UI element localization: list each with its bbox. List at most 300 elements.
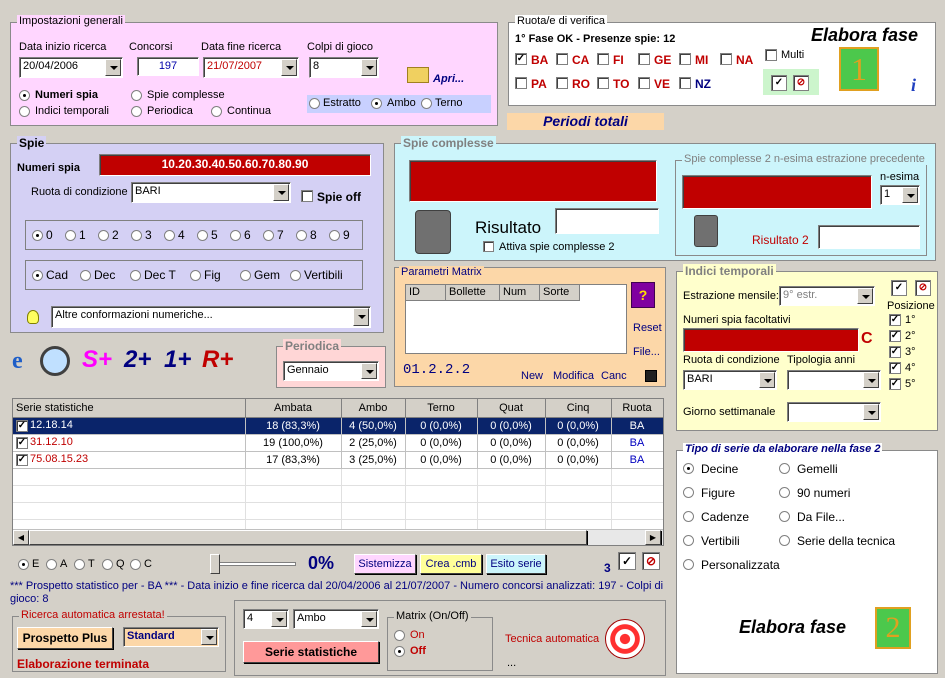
table-row-empty xyxy=(13,485,663,502)
chevron-down-icon[interactable] xyxy=(281,59,297,76)
opt-spie-complesse: Spie complesse xyxy=(147,89,225,101)
save-icon[interactable] xyxy=(645,370,657,382)
spie-off-checkbox[interactable] xyxy=(301,190,313,202)
radio-digit-1[interactable] xyxy=(65,230,76,241)
position-checkbox-4[interactable]: ✓ xyxy=(890,362,900,373)
r-plus-button[interactable]: R+ xyxy=(202,346,234,373)
radio-tipo-left-4[interactable] xyxy=(683,559,694,570)
table-row[interactable] xyxy=(13,417,663,434)
elabora-fase-1-label: Elabora fase xyxy=(811,25,919,45)
radio-numeri-spia[interactable] xyxy=(19,90,30,101)
nesima-label: n-esima xyxy=(880,171,920,183)
matrix-col-num: Num xyxy=(500,285,540,301)
multi-checkbox[interactable] xyxy=(765,49,777,61)
radio-tipo-right-3[interactable] xyxy=(779,535,790,546)
end-date-field[interactable]: 21/07/2007 xyxy=(203,57,299,78)
pda-2-icon xyxy=(694,215,718,247)
radio-type-4[interactable] xyxy=(240,270,251,281)
num-select[interactable]: 4 xyxy=(243,609,289,629)
wheel-checkbox-nz[interactable] xyxy=(679,77,691,89)
tecnica-label: Tecnica automatica xyxy=(505,633,600,645)
check-icon[interactable]: ✓ xyxy=(771,75,787,91)
radio-tipo-right-0[interactable] xyxy=(779,463,790,474)
cancel-icon[interactable]: ⊘ xyxy=(793,75,809,91)
two-plus-button[interactable]: 2+ xyxy=(124,346,152,373)
wheel-label-pa: PA xyxy=(531,77,547,91)
chevron-down-icon[interactable] xyxy=(201,629,217,645)
row-checkbox[interactable]: ✓ xyxy=(17,436,27,448)
table-cell: 0 (0,0%) xyxy=(545,451,611,468)
digit-label-7: 7 xyxy=(277,228,284,242)
sistemizza-button[interactable]: Sistemizza xyxy=(354,554,416,574)
radio-on[interactable] xyxy=(394,630,405,641)
estrazione-select[interactable]: 9° estr. xyxy=(779,286,875,306)
periodi-totali-label: Periodi totali xyxy=(507,113,664,130)
attiva-checkbox[interactable] xyxy=(483,241,494,252)
types-radio-group xyxy=(25,260,363,290)
row-serie: 12.18.14 xyxy=(30,419,73,432)
ruota-cond-select[interactable]: BARI xyxy=(131,182,291,203)
spie-title: Spie xyxy=(19,136,45,150)
table-cell: 0 (0,0%) xyxy=(405,417,477,434)
ricerca-title: Ricerca automatica arrestata! xyxy=(21,609,165,621)
row-checkbox[interactable]: ✓ xyxy=(17,419,27,431)
tipo-left-label-0: Decine xyxy=(701,462,739,476)
table-cell xyxy=(13,434,245,451)
wheel-checkbox-ve[interactable] xyxy=(638,77,650,89)
row-serie: 31.12.10 xyxy=(30,436,73,449)
tipo-left-label-1: Figure xyxy=(701,486,736,500)
position-label-5: 5° xyxy=(905,378,916,390)
position-checkbox-1[interactable]: ✓ xyxy=(890,314,900,325)
table-cell: 19 (100,0%) xyxy=(245,434,341,451)
standard-select[interactable]: Standard xyxy=(123,627,219,647)
digit-label-2: 2 xyxy=(112,228,119,242)
table-cell: 0 (0,0%) xyxy=(477,434,545,451)
spie-complesse-panel xyxy=(394,136,936,261)
chevron-down-icon[interactable] xyxy=(271,611,287,627)
position-label-3: 3° xyxy=(905,346,916,358)
ruota-title: Ruota/e di verifica xyxy=(517,15,606,27)
numeri-fac-field[interactable] xyxy=(683,328,859,352)
table-cell: 0 (0,0%) xyxy=(477,417,545,434)
radio-indici[interactable] xyxy=(19,106,30,117)
tipo-title: Tipo di serie da elaborare nella fase 2 xyxy=(685,443,881,455)
radio-type-2[interactable] xyxy=(130,270,141,281)
s-plus-button[interactable]: S+ xyxy=(82,346,113,373)
table-cell-empty xyxy=(341,502,405,519)
radio-sorte-e[interactable] xyxy=(18,559,29,570)
start-date-field[interactable]: 20/04/2006 xyxy=(19,57,123,78)
tipologia-label: Tipologia anni xyxy=(787,354,856,366)
chevron-down-icon[interactable] xyxy=(857,288,873,304)
stats-col-3: Terno xyxy=(405,399,477,417)
percent-label: 0% xyxy=(308,553,335,573)
scroll-right-icon[interactable]: ▶ xyxy=(645,530,661,545)
sorte-select[interactable]: Ambo xyxy=(293,609,379,629)
wheel-label-mi: MI xyxy=(695,53,709,67)
radio-tipo-right-2[interactable] xyxy=(779,511,790,522)
dots-label: ... xyxy=(507,657,517,669)
table-cell-empty xyxy=(545,502,611,519)
row-serie: 75.08.15.23 xyxy=(30,453,89,466)
elabora-fase-2-label: Elabora fase xyxy=(739,617,847,637)
table-cell-empty xyxy=(545,468,611,485)
giorno-select[interactable] xyxy=(787,402,881,422)
table-cell: 0 (0,0%) xyxy=(545,434,611,451)
table-cell-empty xyxy=(611,502,663,519)
table-cell: BA xyxy=(611,434,663,451)
wheel-label-ca: CA xyxy=(572,53,590,67)
wheel-label-ro: RO xyxy=(572,77,590,91)
sorte-label-e: E xyxy=(32,558,40,570)
radio-estratto[interactable] xyxy=(309,98,320,109)
radio-digit-5[interactable] xyxy=(197,230,208,241)
opt-periodica: Periodica xyxy=(147,105,193,117)
type-label-2: Dec T xyxy=(144,268,176,282)
matrix-canc-link[interactable]: Canc xyxy=(601,370,627,382)
ruota-cond-label: Ruota di condizione xyxy=(31,186,128,198)
tipo-left-label-4: Personalizzata xyxy=(701,558,780,572)
risultato-2-field[interactable] xyxy=(818,225,920,249)
radio-type-1[interactable] xyxy=(80,270,91,281)
matrix-header xyxy=(406,285,626,301)
risultato-label: Risultato xyxy=(475,218,542,237)
matrix-onoff-title: Matrix (On/Off) xyxy=(396,610,469,622)
tipo-right-label-3: Serie della tecnica xyxy=(797,534,896,548)
row-checkbox[interactable]: ✓ xyxy=(17,453,27,465)
digit-label-8: 8 xyxy=(310,228,317,242)
chevron-down-icon[interactable] xyxy=(863,404,879,420)
attiva-label: Attiva spie complesse 2 xyxy=(499,241,615,253)
table-row[interactable] xyxy=(13,451,663,468)
table-cell-empty xyxy=(477,502,545,519)
end-date-label: Data fine ricerca xyxy=(201,41,282,53)
stats-table[interactable] xyxy=(12,398,664,546)
general-settings-panel xyxy=(10,15,498,126)
table-cell-empty xyxy=(545,485,611,502)
elabora-fase-1-button[interactable]: 1 xyxy=(839,47,879,91)
crea-cmb-button[interactable]: Crea .cmb xyxy=(420,554,482,574)
open-button[interactable]: Apri... xyxy=(433,73,465,85)
ruota-cond-2-select[interactable]: BARI xyxy=(683,370,777,390)
table-cell-empty xyxy=(245,502,341,519)
radio-tipo-right-1[interactable] xyxy=(779,487,790,498)
table-cell-empty xyxy=(13,502,245,519)
radio-periodica[interactable] xyxy=(131,106,142,117)
stats-col-6: Ruota xyxy=(611,399,663,417)
stats-col-1: Ambata xyxy=(245,399,341,417)
numeri-fac-label: Numeri spia facoltativi xyxy=(683,314,791,326)
indici-title: Indici temporali xyxy=(685,264,774,278)
wheel-label-ve: VE xyxy=(654,77,671,91)
elabora-fase-2-button[interactable]: 2 xyxy=(875,607,911,649)
tipo-right-label-1: 90 numeri xyxy=(797,486,851,500)
matrix-col-id: ID xyxy=(406,285,446,301)
horizontal-scrollbar[interactable] xyxy=(13,529,663,545)
stats-col-2: Ambo xyxy=(341,399,405,417)
radio-digit-8[interactable] xyxy=(296,230,307,241)
risultato-2-label: Risultato 2 xyxy=(752,233,809,247)
chevron-down-icon[interactable] xyxy=(863,372,879,388)
scroll-thumb[interactable] xyxy=(29,530,587,545)
matrix-new-link[interactable]: New xyxy=(521,370,544,382)
radio-off[interactable] xyxy=(394,646,405,657)
off-label: Off xyxy=(410,645,426,657)
spie-panel xyxy=(10,136,384,333)
spie-off-label: Spie off xyxy=(317,190,361,204)
wheel-checkbox-pa[interactable] xyxy=(515,77,527,89)
digit-label-0: 0 xyxy=(46,228,53,242)
table-cell: 17 (83,3%) xyxy=(245,451,341,468)
radio-digit-3[interactable] xyxy=(131,230,142,241)
colpi-label: Colpi di gioco xyxy=(307,41,374,53)
table-cell: BA xyxy=(611,451,663,468)
tipo-left-label-2: Cadenze xyxy=(701,510,750,524)
wheel-checkbox-fi[interactable] xyxy=(597,53,609,65)
numeri-spia-label: Numeri spia xyxy=(17,162,80,174)
radio-type-3[interactable] xyxy=(190,270,201,281)
wheel-checkbox-ro[interactable] xyxy=(556,77,568,89)
tipo-right-group xyxy=(779,463,935,563)
target-icon[interactable] xyxy=(605,619,645,659)
c-mark: C xyxy=(861,330,873,347)
radio-spie-complesse[interactable] xyxy=(131,90,142,101)
folder-icon[interactable] xyxy=(407,67,429,83)
type-label-1: Dec xyxy=(94,268,116,282)
table-cell-empty xyxy=(477,468,545,485)
position-checkbox-3[interactable]: ✓ xyxy=(890,346,900,357)
bottom-cancel-icon[interactable]: ⊘ xyxy=(642,552,660,570)
sorte-radio-row xyxy=(18,557,198,573)
wheel-checkbox-ba[interactable]: ✓ xyxy=(516,53,526,64)
position-checkbox-2[interactable]: ✓ xyxy=(890,330,900,341)
chevron-down-icon[interactable] xyxy=(273,184,289,201)
table-cell: 0 (0,0%) xyxy=(545,417,611,434)
table-row[interactable] xyxy=(13,434,663,451)
digit-label-3: 3 xyxy=(145,228,152,242)
elaborazione-label: Elaborazione terminata xyxy=(17,657,150,671)
position-label-2: 2° xyxy=(905,330,916,342)
esito-serie-button[interactable]: Esito serie xyxy=(486,554,546,574)
wheel-label-ba: BA xyxy=(531,53,549,67)
bottom-check-icon[interactable]: ✓ xyxy=(618,552,636,570)
radio-type-0[interactable] xyxy=(32,270,43,281)
radio-digit-2[interactable] xyxy=(98,230,109,241)
sorte-label-c: C xyxy=(144,558,152,570)
table-cell-empty xyxy=(405,485,477,502)
radio-tipo-left-3[interactable] xyxy=(683,535,694,546)
table-cell-empty xyxy=(341,468,405,485)
matrix-title: Parametri Matrix xyxy=(401,266,482,278)
tipo-right-label-2: Da File... xyxy=(797,510,846,524)
periodica-select[interactable]: Gennaio xyxy=(283,361,379,381)
count-label: 3 xyxy=(604,561,611,575)
on-label: On xyxy=(410,629,425,641)
radio-sorte-c[interactable] xyxy=(130,559,141,570)
radio-digit-0[interactable] xyxy=(32,230,43,241)
matrix-col-sorte: Sorte xyxy=(540,285,580,301)
ruota-panel xyxy=(508,15,936,106)
opt-terno: Terno xyxy=(435,97,463,109)
opt-ambo: Ambo xyxy=(387,97,416,109)
table-cell-empty xyxy=(405,468,477,485)
giorno-label: Giorno settimanale xyxy=(683,406,776,418)
indici-cancel-icon[interactable]: ⊘ xyxy=(915,280,931,296)
wheels-row-2 xyxy=(515,77,765,93)
magnifier-icon[interactable] xyxy=(40,346,70,376)
radio-sorte-q[interactable] xyxy=(102,559,113,570)
periodica-panel xyxy=(276,339,386,388)
multi-label: Multi xyxy=(781,49,805,61)
spie-complesse-field[interactable] xyxy=(409,160,657,202)
chevron-down-icon[interactable] xyxy=(105,59,121,76)
tipo-left-group xyxy=(683,463,783,583)
chevron-down-icon[interactable] xyxy=(902,187,918,203)
radio-digit-4[interactable] xyxy=(164,230,175,241)
wheel-checkbox-ca[interactable] xyxy=(556,53,568,65)
radio-ambo[interactable] xyxy=(371,98,382,109)
position-checkbox-5[interactable]: ✓ xyxy=(890,378,900,389)
chevron-down-icon[interactable] xyxy=(361,59,377,76)
scroll-left-icon[interactable]: ◀ xyxy=(13,530,29,545)
estrazione-label: Estrazione mensile: xyxy=(683,290,779,302)
nesima-select[interactable]: 1 xyxy=(880,185,920,205)
radio-digit-9[interactable] xyxy=(329,230,340,241)
chevron-down-icon[interactable] xyxy=(361,363,377,379)
table-cell-empty xyxy=(477,485,545,502)
table-cell: 2 (25,0%) xyxy=(341,434,405,451)
opt-numeri-spia: Numeri spia xyxy=(35,89,98,101)
digit-label-9: 9 xyxy=(343,228,350,242)
table-cell-empty xyxy=(611,468,663,485)
radio-sorte-a[interactable] xyxy=(46,559,57,570)
wheel-checkbox-mi[interactable] xyxy=(679,53,691,65)
spie-complesse-2-title: Spie complesse 2 n-esima estrazione precedente xyxy=(684,153,925,165)
digit-label-5: 5 xyxy=(211,228,218,242)
table-cell: 0 (0,0%) xyxy=(405,434,477,451)
lightbulb-icon xyxy=(27,310,39,324)
indici-panel xyxy=(676,264,938,431)
type-label-4: Gem xyxy=(254,268,281,282)
table-row-empty xyxy=(13,468,663,485)
table-cell-empty xyxy=(245,468,341,485)
radio-tipo-left-0[interactable] xyxy=(683,463,694,474)
table-cell-empty xyxy=(13,485,245,502)
type-label-0: Cad xyxy=(46,268,69,282)
positions-group xyxy=(889,314,933,398)
stats-col-5: Cinq xyxy=(545,399,611,417)
prospetto-plus-button[interactable]: Prospetto Plus xyxy=(17,627,113,649)
table-cell-empty xyxy=(611,485,663,502)
tipologia-select[interactable] xyxy=(787,370,881,390)
progress-slider[interactable] xyxy=(212,562,296,566)
matrix-file-link[interactable]: File... xyxy=(633,346,660,358)
position-label-4: 4° xyxy=(905,362,916,374)
sorte-label-a: A xyxy=(60,558,68,570)
wheel-label-to: TO xyxy=(613,77,630,91)
table-row-empty xyxy=(13,502,663,519)
table-cell-empty xyxy=(245,485,341,502)
book-icon[interactable]: ? xyxy=(631,282,655,308)
chevron-down-icon[interactable] xyxy=(759,372,775,388)
ricerca-panel xyxy=(12,609,226,672)
ruota-status: 1° Fase OK - Presenze spie: 12 xyxy=(515,33,676,45)
colpi-field[interactable]: 8 xyxy=(309,57,379,78)
chevron-down-icon[interactable] xyxy=(361,611,377,627)
table-cell xyxy=(13,417,245,434)
table-cell-empty xyxy=(13,468,245,485)
table-cell: 4 (50,0%) xyxy=(341,417,405,434)
radio-sorte-t[interactable] xyxy=(74,559,85,570)
wheel-label-na: NA xyxy=(736,53,754,67)
wheel-label-fi: FI xyxy=(613,53,624,67)
tipo-right-label-0: Gemelli xyxy=(797,462,838,476)
altre-conformazioni-select[interactable]: Altre conformazioni numeriche... xyxy=(51,306,371,328)
ie-icon[interactable]: e xyxy=(12,348,23,374)
matrix-reset-link[interactable]: Reset xyxy=(633,322,662,334)
wheels-row-1 xyxy=(515,53,765,69)
concorsi-label: Concorsi xyxy=(129,41,173,53)
matrix-modifica-link[interactable]: Modifica xyxy=(553,370,594,382)
radio-digit-6[interactable] xyxy=(230,230,241,241)
matrix-panel xyxy=(394,267,666,387)
matrix-code: 01.2.2.2 xyxy=(403,362,471,378)
spie-complesse-2-field[interactable] xyxy=(682,175,872,209)
radio-tipo-left-2[interactable] xyxy=(683,511,694,522)
radio-tipo-left-1[interactable] xyxy=(683,487,694,498)
indici-check-icon[interactable]: ✓ xyxy=(891,280,907,296)
radio-digit-7[interactable] xyxy=(263,230,274,241)
table-cell: BA xyxy=(611,417,663,434)
start-date-label: Data inizio ricerca xyxy=(19,41,107,53)
tipo-panel xyxy=(676,443,938,674)
radio-continua[interactable] xyxy=(211,106,222,117)
general-settings-title: Impostazioni generali xyxy=(19,15,123,27)
wheel-label-ge: GE xyxy=(654,53,672,67)
risultato-field[interactable] xyxy=(555,208,659,234)
slider-thumb[interactable] xyxy=(210,554,220,574)
table-cell: 0 (0,0%) xyxy=(477,451,545,468)
stats-col-0: Serie statistiche xyxy=(13,399,245,417)
matrix-onoff-panel xyxy=(387,610,493,671)
one-plus-button[interactable]: 1+ xyxy=(164,346,192,373)
wheel-checkbox-to[interactable] xyxy=(597,77,609,89)
stats-header xyxy=(13,399,663,417)
digit-label-4: 4 xyxy=(178,228,185,242)
serie-panel xyxy=(234,600,666,676)
sorte-label-t: T xyxy=(88,558,95,570)
info-icon[interactable]: i xyxy=(911,75,917,95)
serie-statistiche-button[interactable]: Serie statistiche xyxy=(243,641,379,663)
wheel-checkbox-ge[interactable] xyxy=(638,53,650,65)
numeri-spia-field[interactable]: 10.20.30.40.50.60.70.80.90 xyxy=(99,154,371,176)
chevron-down-icon[interactable] xyxy=(353,308,369,326)
posizione-label: Posizione xyxy=(887,300,935,312)
matrix-col-bollette: Bollette xyxy=(446,285,500,301)
opt-continua: Continua xyxy=(227,105,272,117)
radio-terno[interactable] xyxy=(421,98,432,109)
radio-type-5[interactable] xyxy=(290,270,301,281)
opt-indici: Indici temporali xyxy=(35,105,109,117)
table-cell: 0 (0,0%) xyxy=(405,451,477,468)
concorsi-field[interactable]: 197 xyxy=(137,57,199,76)
pda-icon xyxy=(415,210,451,254)
spie-complesse-title: Spie complesse xyxy=(403,136,494,150)
prospetto-text: *** Prospetto statistico per - BA *** - Data inizio e fine ricerca dal 20/04/2006 al 21/07/2007 - Numero concorsi analizzati: 197 - Colpi di gioco: 8 xyxy=(10,580,664,605)
matrix-grid[interactable] xyxy=(405,284,627,354)
wheel-checkbox-na[interactable] xyxy=(720,53,732,65)
